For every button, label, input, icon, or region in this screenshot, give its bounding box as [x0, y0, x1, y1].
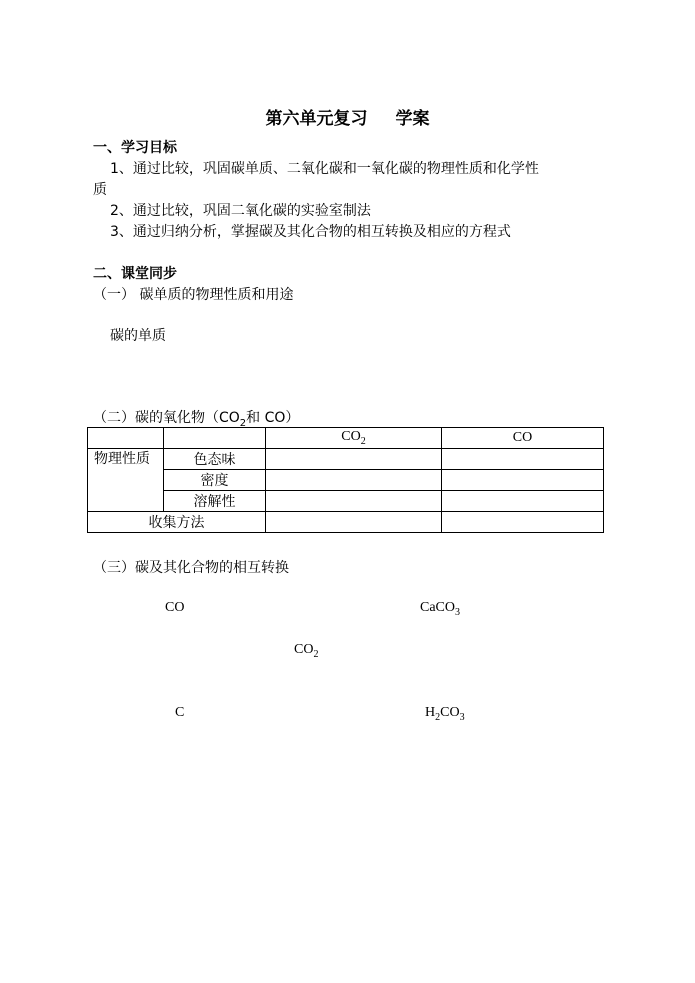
node-co: CO: [165, 600, 185, 615]
table-cell-co[interactable]: [442, 512, 604, 533]
node-c: C: [175, 705, 185, 720]
goal-1: 1、通过比较，巩固碳单质、二氧化碳和一氧化碳的物理性质和化学性: [110, 161, 539, 177]
node-h2co3: $H_2CO_3$: [425, 705, 465, 723]
node-caco3: CaCO$_3$: [420, 600, 460, 618]
section-heading-goals: 一、学习目标: [93, 140, 177, 156]
row-label-density: 密度: [164, 470, 266, 491]
table-row: [88, 512, 604, 533]
table-cell-co[interactable]: [442, 449, 604, 470]
goal-3: 3、通过归纳分析，掌握碳及其化合物的相互转换及相应的方程式: [110, 224, 511, 240]
title-main: 第六单元复习: [265, 109, 368, 129]
row-label-appearance: 色态味: [164, 449, 266, 470]
part2-label: （二）碳的氧化物（$CO_2$和 CO）: [93, 410, 300, 429]
table-cell-co[interactable]: [442, 470, 604, 491]
table-cell-empty: [88, 428, 164, 449]
table-cell-co[interactable]: [442, 491, 604, 512]
physical-properties-label: 物理性质: [88, 449, 164, 512]
table-row: [88, 470, 604, 491]
table-cell-co2[interactable]: [266, 491, 442, 512]
row-label-collection: 收集方法: [88, 512, 266, 533]
table-header-row: [88, 428, 604, 449]
part1-sub-label: 碳的单质: [110, 328, 166, 344]
row-label-solubility: 溶解性: [164, 491, 266, 512]
table-cell-co2[interactable]: [266, 512, 442, 533]
goal-1-continued: 质: [93, 182, 107, 198]
goal-2: 2、通过比较，巩固二氧化碳的实验室制法: [110, 203, 371, 219]
column-header-co: CO: [442, 428, 604, 449]
table-row: [88, 491, 604, 512]
carbon-oxides-table: [87, 427, 604, 533]
table-row: [88, 449, 604, 470]
part3-label: （三）碳及其化合物的相互转换: [93, 560, 289, 576]
page-title: [0, 104, 695, 129]
part1-label: （一） 碳单质的物理性质和用途: [93, 287, 294, 303]
table-cell-co2[interactable]: [266, 449, 442, 470]
node-co2: $CO_2$: [294, 642, 319, 660]
table-cell-empty: [164, 428, 266, 449]
table-cell-co2[interactable]: [266, 470, 442, 491]
title-suffix: 学案: [395, 109, 430, 129]
column-header-co2: $CO_2$: [266, 428, 442, 449]
section-heading-class: 二、课堂同步: [93, 266, 177, 282]
